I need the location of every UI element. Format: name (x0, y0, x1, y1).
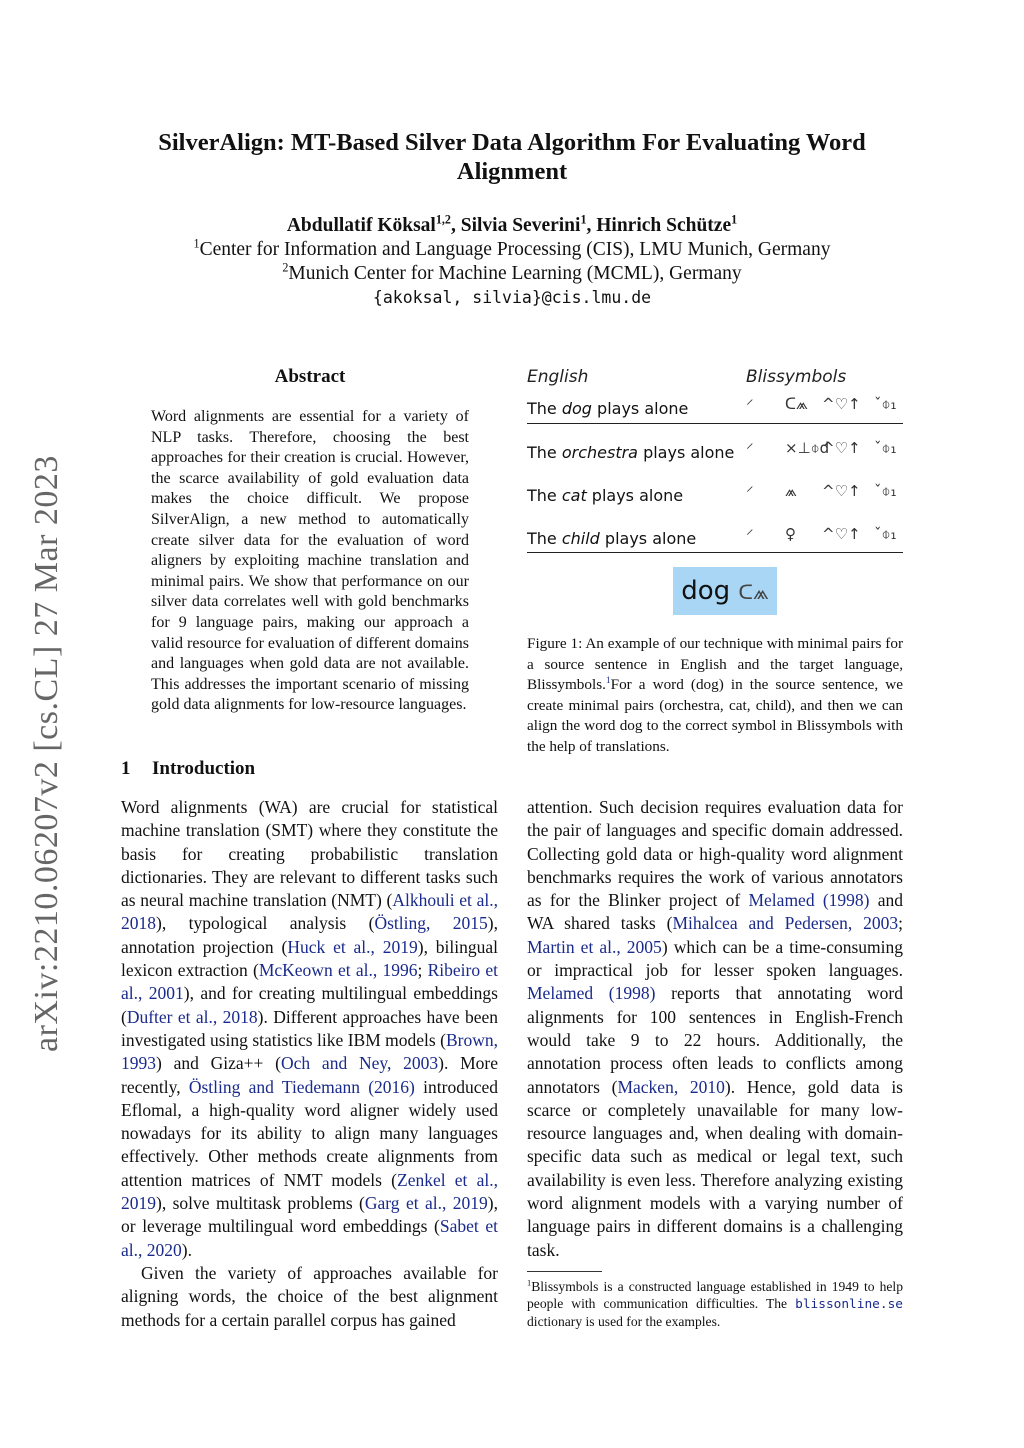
sentence-post: plays alone (599, 529, 697, 548)
english-sentence (527, 529, 696, 548)
blissymbol-the-icon: ⸍ (746, 440, 754, 458)
english-sentence (527, 443, 734, 462)
author-2: Silvia Severini (460, 215, 581, 236)
sentence-word: dog (561, 399, 592, 418)
figure-row (527, 482, 903, 512)
author-1: Abdullatif Köksal (286, 215, 436, 236)
sentence-word: cat (561, 486, 587, 505)
citation-link[interactable]: McKeown et al., 1996 (258, 960, 418, 981)
paragraph-text: ), typological analysis ( (156, 913, 375, 934)
caption-text-pre: Figure 1: An example of our technique with minimal pairs for a source sentence in English and the target language, Blissymbols. (527, 635, 903, 694)
abstract-heading: Abstract (274, 366, 346, 387)
sentence-pre: The (527, 399, 562, 418)
right-column-body (527, 796, 903, 1262)
blissymbol-word-icon: ⩕ (785, 482, 797, 500)
blissymbol-word-icon: ×⊥⌽d (785, 439, 830, 457)
paragraph-text: introduced Eflomal, a high-quality word aligner widely used nowadays for its ability to align many languages effectively. Other methods create alignments from attention matrices of NMT models ( (121, 1076, 498, 1190)
paragraph-text: reports that annotating word alignments for 100 sentences in English-French would take 9 to 22 hours. Additionally, the annotation process often leads to conflicts among annotators ( (527, 983, 903, 1097)
author-separator: , (450, 215, 461, 236)
figure-1 (527, 363, 903, 617)
paragraph-text: ). (181, 1239, 192, 1260)
author-email[interactable]: {akoksal, silvia}@cis.lmu.de (372, 288, 652, 307)
blissymbol-word-icon: ᑕ⩕ (785, 395, 808, 413)
blissymbol-plays-icon: ^♡↑ (822, 482, 861, 500)
affiliation-1-sup: 1 (193, 236, 200, 251)
citation-link[interactable]: Och and Ney, 2003 (281, 1053, 439, 1074)
paragraph-text: and WA shared tasks ( (527, 890, 903, 934)
citation-link[interactable]: Zenkel et al., 2019 (121, 1169, 498, 1214)
author-3-sup: 1 (731, 212, 738, 227)
author-names (120, 214, 904, 238)
footnote-site-link[interactable]: blissonline.se (795, 1297, 903, 1312)
section-number: 1 (121, 758, 131, 779)
author-separator: , (586, 215, 597, 236)
citation-link[interactable]: Östling, 2015 (374, 913, 488, 934)
dog-blissymbol-icon: ᑕ⩕ (738, 580, 769, 604)
intro-paragraph-2: Given the variety of approaches available for aligning words, the choice of the best alignment methods for a certain parallel corpus has gained (121, 1262, 498, 1330)
title-line-2: Alignment (456, 158, 568, 185)
figure-header-blissymbols: Blissymbols (746, 367, 847, 387)
blissymbol-word-icon: ♀ (785, 525, 796, 543)
affiliation-2-text: Munich Center for Machine Learning (MCML), Germany (288, 263, 742, 284)
author-2-sup: 1 (580, 212, 587, 227)
paragraph-text: ), solve multitask problems ( (156, 1193, 365, 1214)
citation-link[interactable]: Ribeiro et al., 2001 (121, 960, 498, 1004)
sentence-post: plays alone (591, 399, 689, 418)
figure-header (527, 367, 903, 387)
citation-link[interactable]: Sabet et al., 2020 (121, 1216, 498, 1260)
blissymbol-plays-icon: ^♡↑ (822, 395, 861, 413)
blissymbol-alone-icon: ˇ⌽₁ (874, 525, 897, 543)
blissymbol-the-icon: ⸍ (746, 526, 754, 544)
affiliation-1-text: Center for Information and Language Processing (CIS), LMU Munich, Germany (199, 239, 831, 260)
sentence-post: plays alone (586, 486, 684, 505)
citation-link[interactable]: Mihalcea and Pedersen, 2003 (672, 913, 899, 934)
english-sentence (527, 399, 688, 418)
sentence-pre: The (527, 529, 562, 548)
blissymbol-plays-icon: ^♡↑ (822, 525, 861, 543)
sentence-pre: The (527, 443, 562, 462)
citation-link[interactable]: Garg et al., 2019 (364, 1193, 488, 1214)
blissymbol-alone-icon: ˇ⌽₁ (874, 395, 897, 413)
blissymbol-alone-icon: ˇ⌽₁ (874, 482, 897, 500)
paragraph-text: ), annotation projection ( (121, 913, 498, 957)
footnote-text-2: dictionary is used for the examples. (527, 1314, 721, 1329)
blissymbol-the-icon: ⸍ (746, 396, 754, 414)
citation-link[interactable]: Macken, 2010 (617, 1076, 725, 1097)
citation-link[interactable]: Melamed (1998) (748, 890, 870, 911)
paragraph-text: attention. Such decision requires evaluation data for the pair of languages and specific domain addressed. Collecting gold data or high-quality word alignment benchmarks requires the work of various annotators as for the Blinker project of (527, 797, 903, 911)
paragraph-text: ; (898, 913, 903, 934)
figure-row (527, 439, 903, 469)
footnote-mark: 1 (527, 1277, 532, 1288)
sentence-word: orchestra (561, 443, 638, 462)
figure-caption (527, 634, 903, 758)
sentence-post: plays alone (637, 443, 735, 462)
paper-title (120, 128, 904, 186)
citation-link[interactable]: Melamed (1998) (527, 983, 656, 1004)
paragraph-text: ). Hence, gold data is scarce or completely unavailable for many low-resource languages and, when dealing with domain-specific data such as medical or legal text, such availability is even less. Therefore analyzing existing word alignment models with a varying number of language pairs in different domains is a challenging task. (527, 1076, 903, 1260)
paragraph-text: Word alignments (WA) are crucial for statistical machine translation (SMT) where they constitute the basis for creating probabilistic translation dictionaries. They are relevant to different tasks such as neural machine translation (NMT) ( (121, 797, 498, 911)
blissymbol-alone-icon: ˇ⌽₁ (874, 439, 897, 457)
paragraph-text: ). Different approaches have been investigated using statistics like IBM models ( (121, 1006, 499, 1050)
figure-row (527, 395, 903, 425)
citation-link[interactable]: Brown, 1993 (121, 1029, 498, 1074)
figure-header-english: English (527, 367, 589, 387)
arxiv-stamp[interactable]: arXiv:2210.06207v2 [cs.CL] 27 Mar 2023 (28, 455, 65, 1052)
affiliation-2 (120, 262, 904, 286)
footnote-marker-link[interactable]: 1 (605, 676, 611, 687)
sentence-pre: The (527, 486, 562, 505)
author-1-sup: 1,2 (435, 212, 451, 227)
citation-link[interactable]: Östling and Tiedemann (2016) (188, 1076, 415, 1097)
affiliation-1 (120, 238, 904, 262)
figure-row (527, 525, 903, 555)
section-heading-introduction (121, 758, 255, 780)
section-title: Introduction (152, 758, 256, 779)
paragraph-text: ; (417, 960, 428, 981)
paragraph-text: ), or leverage multilingual word embeddings ( (121, 1193, 498, 1237)
highlight-box (673, 567, 777, 615)
paragraph-text: ). More recently, (121, 1053, 498, 1097)
blissymbol-the-icon: ⸍ (746, 483, 754, 501)
footnote-text-1: Blissymbols is a constructed language established in 1949 to help people with communication difficulties. The (527, 1279, 903, 1311)
left-column-body (121, 796, 498, 1332)
blissymbol-plays-icon: ^♡↑ (822, 439, 861, 457)
citation-link[interactable]: Dufter et al., 2018 (126, 1006, 258, 1027)
intro-paragraph-continued (527, 796, 903, 1262)
author-3: Hinrich Schütze (596, 215, 732, 236)
sentence-word: child (561, 529, 600, 548)
paragraph-text: ) and Giza++ ( (156, 1053, 281, 1074)
citation-link[interactable]: Alkhouli et al., 2018 (121, 890, 499, 934)
paragraph-text: ) which can be a time-consuming or impractical job for lesser spoken languages. (527, 936, 903, 981)
english-sentence (527, 486, 683, 505)
title-line-1: SilverAlign: MT-Based Silver Data Algorithm For Evaluating Word (158, 129, 866, 156)
author-block (120, 214, 904, 310)
highlight-word: dog (681, 576, 731, 606)
paragraph-text: ), and for creating multilingual embeddings ( (121, 983, 498, 1027)
citation-link[interactable]: Martin et al., 2005 (527, 936, 662, 957)
footnote (527, 1278, 903, 1330)
paragraph-text: ), bilingual lexicon extraction ( (121, 936, 499, 981)
intro-paragraph-1 (121, 796, 498, 1262)
footnote-rule (527, 1271, 602, 1272)
citation-link[interactable]: Huck et al., 2019 (287, 936, 418, 957)
abstract-text: Word alignments are essential for a variety of NLP tasks. Therefore, choosing the best approaches for their creation is crucial. However, the scarce availability of gold evaluation data makes the choice difficult. We propose SilverAlign, a new method to automatically create silver data for the evaluation of word aligners by exploiting machine translation and minimal pairs. We show that performance on our silver data correlates well with gold benchmarks for 9 language pairs, making our approach a valid resource for evaluation of different domains and languages when gold data are not available. This addresses the important scenario of missing gold data alignments for low-resource languages. (151, 408, 469, 714)
caption-text-post: For a word (dog) in the source sentence, we create minimal pairs (orchestra, cat, child), and then we can align the word dog to the correct symbol in Blissymbols with the help of translations. (527, 676, 903, 755)
affiliation-2-sup: 2 (282, 260, 289, 275)
